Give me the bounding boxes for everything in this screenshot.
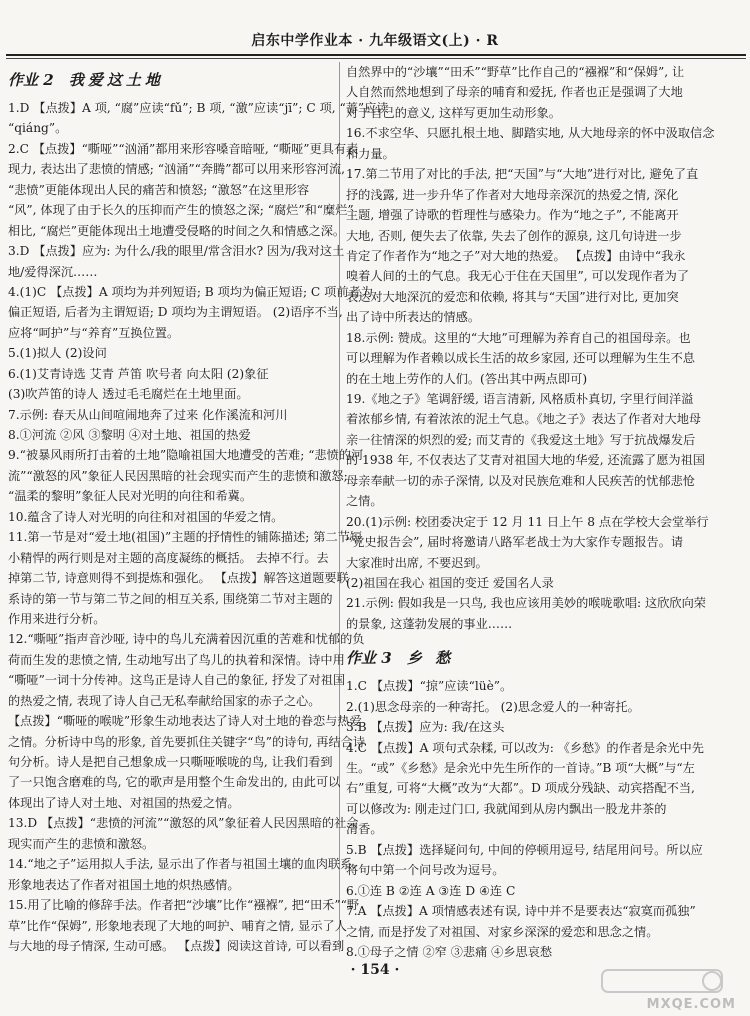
- answer-line: 右”重复, 可将“大概”改为“大都”。D 项成分残缺、动宾搭配不当,: [346, 781, 695, 796]
- answer-line: 7.示例: 春天从山间喧闹地奔了过来 化作溪流和河川: [8, 407, 288, 422]
- answer-line: 草”比作“保姆”, 形象地表现了大地的呵护、哺育之情, 显示了人: [8, 918, 347, 933]
- watermark-logo: [592, 968, 742, 1012]
- answer-line: 19.《地之子》笔调舒缓, 语言清新, 风格质朴真切, 字里行间洋溢: [346, 392, 694, 406]
- answer-line: 的在土地上劳作的人们。(答出其中两点即可): [346, 371, 588, 386]
- answer-line: 6.(1)艾青诗选 艾青 芦笛 吹号者 向太阳 (2)象征: [8, 366, 269, 381]
- answer-line: 掉第二节, 诗意则得不到提炼和强化。 【点拨】解答这道题要联: [8, 571, 349, 586]
- answer-line: 21.示例: 假如我是一只鸟, 我也应该用美妙的喉咙歌唱: 这欣欣向荣: [346, 596, 706, 611]
- answer-line: “嘶哑”一词十分传神。这鸟正是诗人自己的象征, 抒发了对祖国: [8, 673, 346, 688]
- answer-line: 现实而产生的悲愤和激怒。: [8, 836, 155, 851]
- answer-line: 12.“嘶哑”指声音沙哑, 诗中的鸟儿充满着因沉重的苦难和忧郁的负: [8, 632, 365, 647]
- answer-line: 6.①连 B ②连 A ③连 D ④连 C: [346, 883, 516, 898]
- answer-line: 体现出了诗人对土地、对祖国的热爱之情。: [8, 795, 240, 810]
- answer-line: 相比, “腐烂”更能体现出土地遭受侵略的时间之久和情感之深。: [8, 223, 346, 238]
- answer-line: 2.(1)思念母亲的一种寄托。 (2)思念爱人的一种寄托。: [346, 699, 640, 714]
- answer-line: 的热爱之情, 表现了诗人自己无私奉献给国家的赤子之心。: [8, 693, 321, 708]
- answer-line: 主题, 增强了诗歌的哲理性与感染力。作为“地之子”, 不能离开: [346, 208, 679, 223]
- answer-line: 可以理解为作者赖以成长生活的故乡家园, 还可以理解为生生不息: [346, 351, 695, 366]
- answer-line: 自然界中的“沙壤”“田禾”“野草”比作自己的“襁褓”和“保姆”, 让: [346, 65, 685, 79]
- answer-line: 系诗的第一节与第二节之间的相互关系, 围绕第二节对主题的: [8, 591, 333, 606]
- answer-line: 3.B 【点拨】应为: 我/在这头: [346, 720, 505, 735]
- answer-line: 5.B 【点拨】选择疑问句, 中间的停顿用逗号, 结尾用问号。所以应: [346, 842, 703, 857]
- answer-line: (2)祖国在我心 祖国的变迁 爱国名人录: [346, 575, 554, 590]
- answer-line: 10.蕴含了诗人对光明的向往和对祖国的华爱之情。: [8, 509, 284, 524]
- answer-line: 应将“呵护”与“养育”互换位置。: [8, 325, 180, 340]
- answer-line: 人自然而然地想到了母亲的哺育和爱抚, 作者也正是强调了大地: [346, 85, 683, 100]
- answer-line: 之情。: [346, 494, 383, 509]
- section-title-homework-2: [8, 68, 336, 92]
- answer-line: 形象地表达了作者对祖国土地的炽热感情。: [8, 877, 240, 892]
- answer-line: 流”“激怒的风”象征人民因黑暗的社会现实而产生的悲愤和激怒;: [8, 468, 348, 483]
- watermark-text: MXQE.COM: [646, 997, 736, 1012]
- section-name: 我爱这土地: [68, 71, 164, 89]
- answer-line: 生。“或”《乡愁》是余光中先生所作的一首诗。”B 项“大概”与“左: [346, 761, 695, 775]
- answer-line: 【点拨】“嘶哑的喉咙”形象生动地表达了诗人对土地的眷恋与热爱: [8, 714, 362, 729]
- answer-line: 7.A 【点拨】A 项情感表述有误, 诗中并不是要表达“寂寞而孤独”: [346, 904, 696, 919]
- header-rule-thin: [6, 58, 746, 59]
- answer-line: 作用来进行分析。: [8, 611, 106, 626]
- answer-line: 将句中第一个问号改为逗号。: [346, 863, 505, 878]
- answer-line: (3)吹芦笛的诗人 透过毛毛腐烂在土地里面。: [8, 387, 249, 402]
- section-label: 作业 3: [346, 649, 392, 668]
- page-header: 启东中学作业本 · 九年级语文(上) · R: [251, 33, 499, 49]
- answer-line: 句分析。诗人是把自己想象成一只嘶哑喉咙的鸟, 让我们看到: [8, 755, 333, 769]
- answer-line: 20.(1)示例: 校团委决定于 12 月 11 日上午 8 点在学校大会堂举行: [346, 514, 709, 529]
- answer-line: 表达对大地深沉的爱恋和依赖, 将其与“天国”进行对比, 更加突: [346, 289, 679, 304]
- answer-line: 1.C 【点拨】“掠”应读“lüè”。: [346, 679, 513, 694]
- answer-line: 偏正短语, 后者为主谓短语; D 项均为主谓短语。 (2)语序不当,: [8, 305, 343, 320]
- answer-line: 之情, 而是抒发了对祖国、对家乡深深的爱恋和思念之情。: [346, 924, 659, 939]
- answer-line: 的景象, 这蓬勃发展的事业……: [346, 616, 513, 631]
- answer-line: 15.用了比喻的修辞手法。作者把“沙壤”比作“襁褓”, 把“田禾”“野: [8, 898, 360, 913]
- answer-line: 4.C 【点拨】A 项句式杂糅, 可以改为: 《乡愁》的作者是余光中先: [346, 740, 704, 755]
- answer-line: “悲愤”更能体现出人民的痛苦和愤怒; “激怒”在这里形容: [8, 182, 310, 197]
- answer-line: “qiáng”。: [8, 121, 68, 136]
- answer-line: 可以修改为: 刚走过门口, 我就闻到从房内飘出一股龙井茶的: [346, 801, 667, 816]
- answer-line: 11.第一节是对“爱土地(祖国)”主题的抒情性的铺陈描述; 第二节短: [8, 530, 363, 545]
- answer-line: 肯定了作者作为“地之子”对大地的热爱。 【点拨】由诗中“我永: [346, 248, 686, 263]
- answer-line: 与大地的母子情深, 生动可感。 【点拨】阅读这首诗, 可以看到: [8, 938, 345, 953]
- answer-line: “温柔的黎明”象征人民对光明的向往和希冀。: [8, 489, 253, 504]
- answer-line: 8.①河流 ②风 ③黎明 ④对土地、祖国的热爱: [8, 428, 251, 442]
- right-column: [346, 62, 732, 962]
- right-answer-lines-bottom: [346, 676, 732, 962]
- answer-line: 17.第二节用了对比的手法, 把“天国”与“大地”进行对比, 避免了直: [346, 167, 699, 182]
- page-number: · 154 ·: [350, 962, 400, 978]
- answer-line: 着浓郁乡情, 有着浓浓的泥土气息。《地之子》表达了作者对大地母: [346, 412, 702, 427]
- section-title-homework-3: [346, 646, 732, 670]
- answer-line: 的 1938 年, 不仅表达了艾青对祖国大地的华爱, 还流露了愿为祖国: [346, 453, 705, 468]
- answer-line: 8.①母子之情 ②窄 ③悲痛 ④乡思哀愁: [346, 944, 553, 959]
- answer-line: “党史报告会”, 届时将邀请八路军老战士为大家作专题报告。请: [346, 535, 684, 550]
- section-label: 作业 2: [8, 71, 54, 89]
- answer-line: 抒的浅露, 进一步升华了作者对大地母亲深沉的热爱之情, 深化: [346, 187, 679, 202]
- answer-line: 大地, 否则, 便失去了依靠, 失去了创作的源泉, 这几句诗进一步: [346, 228, 682, 243]
- answer-line: 3.D 【点拨】应为: 为什么/我的眼里/常含泪水? 因为/我对这土: [8, 244, 345, 259]
- answer-line: 对于自己的意义, 这样写更加生动形象。: [346, 105, 561, 120]
- answer-line: 1.D 【点拨】A 项, “腐”应读“fǔ”; B 项, “激”应读“jī”; C 项, “蔷”应读: [8, 101, 389, 115]
- answer-line: 之情。分析诗中鸟的形象, 首先要抓住关键字“鸟”的诗句, 再结合诗: [8, 734, 366, 749]
- section-name: 乡 愁: [406, 649, 455, 668]
- answer-line: 清香。: [346, 822, 383, 837]
- answer-line: 亲一往情深的炽烈的爱; 而艾青的《我爱这土地》写于抗战爆发后: [346, 432, 696, 447]
- answer-line: 母亲奉献一切的赤子深情, 以及对民族危难和人民疾苦的忧郁悲怆: [346, 473, 695, 488]
- answer-line: 16.不求空华、只愿扎根土地、脚踏实地, 从大地母亲的怀中汲取信念: [346, 126, 715, 141]
- answer-line: 18.示例: 赞成。这里的“大地”可理解为养育自己的祖国母亲。也: [346, 330, 691, 345]
- answer-line: 大家准时出席, 不要迟到。: [346, 555, 488, 570]
- answer-line: 和力量。: [346, 146, 395, 161]
- answer-line: “风”, 体现了由于长久的压抑而产生的愤怒之深; “腐烂”和“糜烂”: [8, 203, 354, 218]
- right-answer-lines-top: [346, 62, 732, 634]
- answer-line: 了一只饱含磨难的鸟, 它的歌声是用整个生命发出的, 由此可以: [8, 775, 341, 790]
- answer-line: 出了诗中所表达的情感。: [346, 310, 481, 325]
- answer-line: 9.“被暴风雨所打击着的土地”隐喻祖国大地遭受的苦难; “悲愤的河: [8, 448, 364, 463]
- answer-line: 2.C 【点拨】“嘶哑”“汹涌”都用来形容嗓音暗哑, “嘶哑”更具有表: [8, 141, 359, 156]
- answer-line: 4.(1)C 【点拨】A 项均为并列短语; B 项均为偏正短语; C 项前者为: [8, 284, 373, 299]
- answer-line: 嗅着人间的土的气息。我无心于住在天国里”, 可以发现作者为了: [346, 269, 690, 284]
- answer-line: 地/爱得深沉……: [8, 264, 98, 279]
- answer-line: 小精悍的两行则是对主题的高度凝练的概括。 去掉不行。去: [8, 550, 329, 565]
- answer-line: 5.(1)拟人 (2)设问: [8, 346, 107, 361]
- answer-line: 14.“地之子”运用拟人手法, 显示出了作者与祖国土壤的血肉联系,: [8, 857, 357, 872]
- header-rule: [6, 54, 746, 56]
- answer-line: 荷而生发的悲愤之情, 生动地写出了鸟儿的执着和深情。诗中用: [8, 652, 345, 667]
- answer-line: 现力, 表达出了悲愤的情感; “汹涌”“奔腾”都可以用来形容河流,: [8, 162, 346, 177]
- answer-line: 13.D 【点拨】“悲愤的河流”“激怒的风”象征着人民因黑暗的社会: [8, 816, 359, 831]
